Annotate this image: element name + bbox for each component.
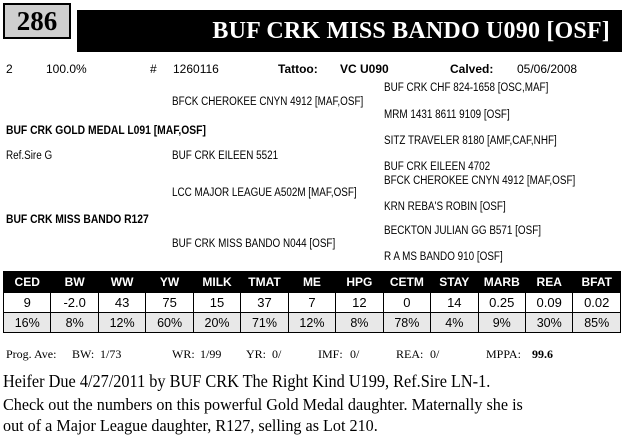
epd-header: STAY	[431, 272, 478, 293]
pedigree-dss: BFCK CHEROKEE CNYN 4912 [MAF,OSF]	[384, 175, 576, 187]
epd-header: BW	[51, 272, 98, 293]
progeny-bw-label: BW:	[72, 347, 95, 361]
info-count: 2	[6, 62, 13, 76]
heifer-due-text: Heifer Due 4/27/2011 by BUF CRK The Right Kind U199, Ref.Sire LN-1.	[3, 371, 491, 391]
comment-line: Check out the numbers on this powerful Gold Medal daughter. Maternally she is	[3, 395, 523, 414]
progeny-bw: 1/73	[100, 347, 122, 361]
animal-title: BUF CRK MISS BANDO U090 [OSF]	[77, 10, 622, 52]
epd-header-row	[4, 272, 621, 293]
tattoo-value: VC U090	[340, 62, 389, 76]
epd-percentile: 85%	[573, 313, 621, 333]
epd-value: 15	[193, 293, 240, 313]
pedigree-dsd: KRN REBA'S ROBIN [OSF]	[384, 201, 506, 213]
progeny-yr: 0/	[272, 347, 282, 361]
info-percent: 100.0%	[46, 62, 87, 76]
tattoo-label: Tattoo:	[278, 62, 318, 76]
epd-header: CETM	[383, 272, 430, 293]
progeny-imf-label: IMF:	[318, 347, 343, 361]
epd-header: MARB	[478, 272, 525, 293]
epd-percentile: 71%	[241, 313, 288, 333]
pedigree-sss: BUF CRK CHF 824-1658 [OSC,MAF]	[384, 82, 549, 94]
pedigree-dam-sire: LCC MAJOR LEAGUE A502M [MAF,OSF]	[172, 187, 357, 199]
epd-percentile: 12%	[288, 313, 335, 333]
pedigree-ref-sire: Ref.Sire G	[6, 150, 53, 162]
epd-header: CED	[4, 272, 51, 293]
pedigree-dds: BECKTON JULIAN GG B571 [OSF]	[384, 225, 542, 237]
calved-label: Calved:	[450, 62, 494, 76]
epd-value: 12	[336, 293, 383, 313]
pedigree-sire: BUF CRK GOLD MEDAL L091 [MAF,OSF]	[6, 123, 206, 137]
epd-header: ME	[288, 272, 335, 293]
epd-values-row	[4, 293, 621, 313]
epd-value: 37	[241, 293, 288, 313]
epd-header: BFAT	[573, 272, 621, 293]
epd-value: 0.02	[573, 293, 621, 313]
pedigree-ssd: MRM 1431 8611 9109 [OSF]	[384, 109, 510, 121]
progeny-mppa: 99.6	[532, 347, 553, 361]
epd-value: 0	[383, 293, 430, 313]
pedigree-sds: SITZ TRAVELER 8180 [AMF,CAF,NHF]	[384, 135, 557, 147]
pedigree-sire-dam: BUF CRK EILEEN 5521	[172, 150, 279, 162]
epd-percentile: 60%	[146, 313, 193, 333]
reg-number: 1260116	[173, 62, 219, 76]
comment-line: out of a Major League daughter, R127, selling as Lot 210.	[3, 416, 378, 435]
progeny-imf: 0/	[350, 347, 360, 361]
progeny-label: Prog. Ave:	[6, 347, 57, 361]
reg-label: #	[150, 62, 157, 76]
epd-percentile: 16%	[4, 313, 51, 333]
pedigree-sdd: BUF CRK EILEEN 4702	[384, 161, 491, 173]
progeny-rea-label: REA:	[396, 347, 424, 361]
epd-percentile: 8%	[51, 313, 98, 333]
pedigree-ddd: R A MS BANDO 910 [OSF]	[384, 251, 503, 263]
epd-percentile: 20%	[193, 313, 240, 333]
epd-header: HPG	[336, 272, 383, 293]
progeny-yr-label: YR:	[246, 347, 267, 361]
progeny-rea: 0/	[430, 347, 440, 361]
epd-header: WW	[98, 272, 145, 293]
progeny-mppa-label: MPPA:	[486, 347, 521, 361]
epd-value: -2.0	[51, 293, 98, 313]
epd-value: 0.09	[525, 293, 572, 313]
lot-number: 286	[3, 3, 71, 39]
epd-header: YW	[146, 272, 193, 293]
epd-percentile: 9%	[478, 313, 525, 333]
pedigree-sire-sire: BFCK CHEROKEE CNYN 4912 [MAF,OSF]	[172, 96, 364, 108]
epd-value: 43	[98, 293, 145, 313]
epd-header: REA	[525, 272, 572, 293]
epd-value: 0.25	[478, 293, 525, 313]
pedigree-dam: BUF CRK MISS BANDO R127	[6, 212, 149, 226]
epd-value: 14	[431, 293, 478, 313]
progeny-wr: 1/99	[200, 347, 222, 361]
pedigree-dam-dam: BUF CRK MISS BANDO N044 [OSF]	[172, 238, 336, 250]
epd-percentile: 30%	[525, 313, 572, 333]
epd-percentile: 8%	[336, 313, 383, 333]
epd-percentile: 12%	[98, 313, 145, 333]
progeny-wr-label: WR:	[172, 347, 195, 361]
epd-table	[3, 271, 621, 333]
epd-percentile: 78%	[383, 313, 430, 333]
epd-header: MILK	[193, 272, 240, 293]
epd-value: 9	[4, 293, 51, 313]
epd-header: TMAT	[241, 272, 288, 293]
epd-percentile: 4%	[431, 313, 478, 333]
epd-value: 75	[146, 293, 193, 313]
epd-percentile-row	[4, 313, 621, 333]
epd-value: 7	[288, 293, 335, 313]
calved-value: 05/06/2008	[517, 62, 578, 76]
